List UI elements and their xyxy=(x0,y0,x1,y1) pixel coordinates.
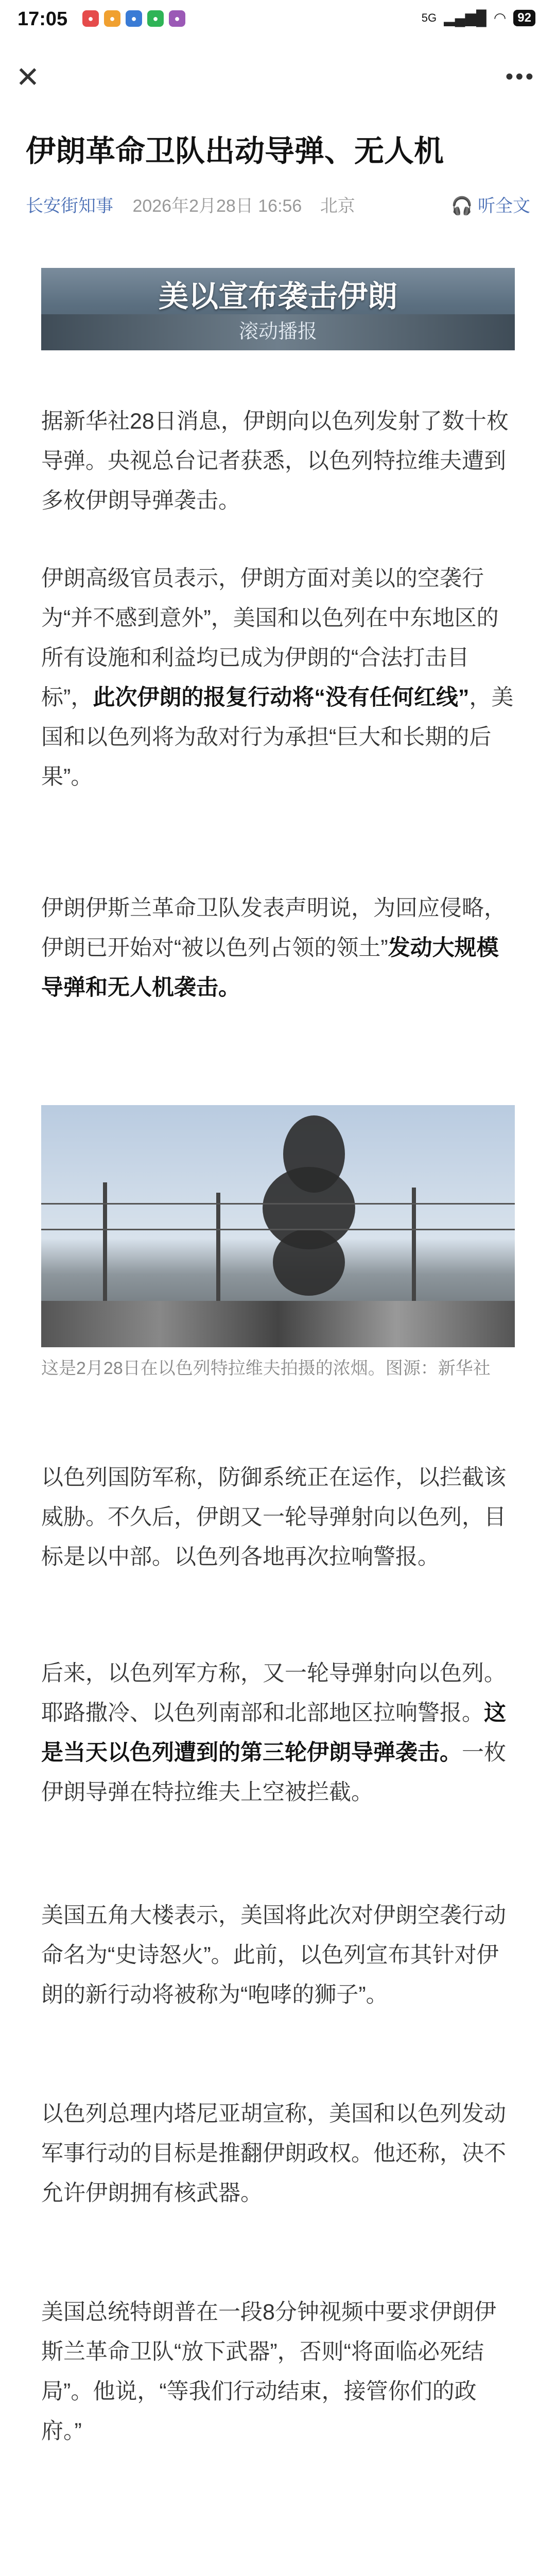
paragraph-1: 据新华社28日消息，伊朗向以色列发射了数十枚导弹。央视总台记者获悉，以色列特拉维夫遭到多枚伊朗导弹袭击。 xyxy=(41,409,509,513)
paragraph-5-text: 后来，以色列军方称，又一轮导弹射向以色列。耶路撒冷、以色列南部和北部地区拉响警报。 xyxy=(41,1661,506,1725)
article-title: 伊朗革命卫队出动导弹、无人机 xyxy=(26,134,444,168)
paragraph-2-bold: 此次伊朗的报复行动将“没有任何红线” xyxy=(93,685,470,710)
paragraph-3-text: 伊朗伊斯兰革命卫队发表声明说，为回应侵略，伊朗已开始对“被以色列占领的领土” xyxy=(41,896,506,960)
paragraph-4: 以色列国防军称，防御系统正在运作，以拦截该威胁。不久后，伊朗又一轮导弹射向以色列，目标是以中部。以色列各地再次拉响警报。 xyxy=(41,1465,506,1569)
power-wire xyxy=(41,1203,515,1205)
power-pylon xyxy=(412,1188,416,1316)
paragraph-6: 美国五角大楼表示，美国将此次对伊朗空袭行动命名为“史诗怒火”。此前，以色列宣布其针对伊朗的新行动将被称为“咆哮的狮子”。 xyxy=(41,1903,506,2007)
app-notification-icon: ● xyxy=(147,10,164,27)
signal-icon: ▂▄▆█ xyxy=(444,10,486,26)
network-label: 5G xyxy=(421,11,437,24)
battery-indicator: 92 xyxy=(513,10,535,26)
paragraph-8: 美国总统特朗普在一段8分钟视频中要求伊朗伊斯兰革命卫队“放下武器”，否则“将面临必死结局”。他说，“等我们行动结束，接管你们的政府。” xyxy=(41,2300,496,2444)
article-source[interactable]: 长安街知事 xyxy=(26,196,113,216)
smoke-plume xyxy=(273,1229,345,1296)
status-bar xyxy=(0,0,556,36)
paragraph-2-text: 伊朗高级官员表示，伊朗方面对美以的空袭行为“并不感到意外”，美国和以色列在中东地区的所有设施和利益均已成为伊朗的“合法打击目标”， xyxy=(41,566,499,710)
paragraph-5-text-end: 一枚伊朗导弹在特拉维夫上空被拦截。 xyxy=(41,1740,506,1805)
article-location: 北京 xyxy=(320,196,355,216)
app-notification-icon: ● xyxy=(104,10,120,27)
paragraph-3 xyxy=(41,889,515,1008)
more-options-icon[interactable]: ••• xyxy=(505,64,535,89)
app-notification-icon: ● xyxy=(169,10,185,27)
power-pylon xyxy=(103,1182,107,1316)
app-notification-icon: ● xyxy=(82,10,99,27)
article-meta xyxy=(26,192,530,217)
news-banner-image[interactable] xyxy=(41,268,515,350)
paragraph-5 xyxy=(41,1654,515,1812)
wifi-icon: ◠ xyxy=(493,10,507,26)
photo-caption: 这是2月28日在以色列特拉维夫拍摄的浓烟。图源：新华社 xyxy=(41,1359,491,1378)
banner-title: 美以宣布袭击伊朗 xyxy=(158,280,397,313)
close-icon[interactable]: ✕ xyxy=(15,61,40,93)
smoke-photo[interactable] xyxy=(41,1105,515,1347)
paragraph-3-bold: 发动大规模导弹和无人机袭击。 xyxy=(41,936,499,1000)
paragraph-2-text-end: ，美国和以色列将为敌对行为承担“巨大和长期的后果”。 xyxy=(41,685,514,789)
power-pylon xyxy=(216,1193,220,1316)
article-date: 2026年2月28日 16:56 xyxy=(132,196,302,216)
status-time: 17:05 xyxy=(18,8,68,30)
app-notification-icon: ● xyxy=(126,10,142,27)
top-nav xyxy=(0,57,556,108)
listen-label: 听全文 xyxy=(478,196,530,216)
street-cars xyxy=(41,1301,515,1347)
headphone-icon: 🎧 xyxy=(451,196,473,216)
paragraph-2 xyxy=(41,559,515,797)
paragraph-5-bold: 这是当天以色列遭到的第三轮伊朗导弹袭击。 xyxy=(41,1701,506,1765)
power-wire xyxy=(41,1229,515,1230)
paragraph-7: 以色列总理内塔尼亚胡宣称，美国和以色列发动军事行动的目标是推翻伊朗政权。他还称，决不允许伊朗拥有核武器。 xyxy=(41,2102,506,2206)
listen-button[interactable] xyxy=(451,192,530,217)
status-right xyxy=(422,9,535,26)
banner-subtitle: 滚动播报 xyxy=(238,321,317,343)
notification-icons xyxy=(82,10,185,27)
